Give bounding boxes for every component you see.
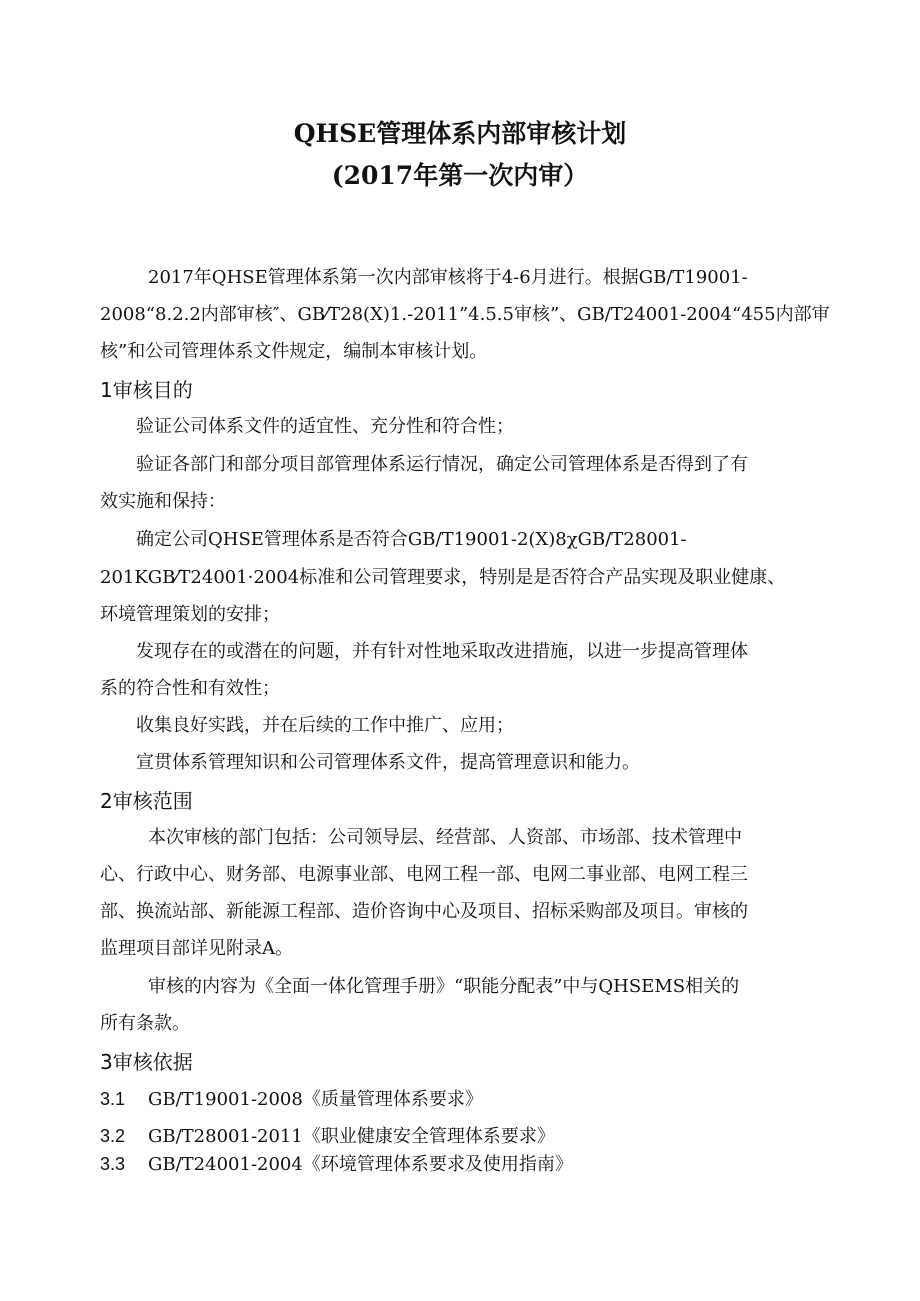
s2-p1-line4: 监理项目部详见附录A。: [100, 938, 293, 959]
s1-p3-line3: 环境管理策划的安排；: [100, 604, 280, 625]
reference-item: [100, 1122, 555, 1148]
reference-item: [100, 1150, 573, 1176]
s1-p5: 收集良好实践，并在后续的工作中推广、应用；: [136, 715, 514, 736]
s1-p4-line1: 发现存在的或潜在的问题，并有针对性地采取改进措施，以进一步提高管理体: [136, 641, 748, 662]
section-3-heading: 3审核依据: [100, 1050, 193, 1074]
s2-p1-line2: 心、行政中心、财务部、电源事业部、电网工程一部、电网二事业部、电网工程三: [100, 864, 748, 885]
s1-p4-line2: 系的符合性和有效性；: [100, 678, 280, 699]
s1-p2-line2: 效实施和保持：: [100, 491, 226, 512]
intro-line-1: 2017年QHSE管理体系第一次内部审核将于4-6月进行。根据GB/T19001-: [148, 267, 748, 288]
reference-number: 3.1: [100, 1089, 126, 1109]
intro-line-3: 核”和公司管理体系文件规定，编制本审核计划。: [100, 341, 488, 362]
section-1-heading: 1审核目的: [100, 378, 193, 402]
document-subtitle: (2017年第一次内审）: [331, 161, 589, 190]
reference-text: GB/T24001-2004《环境管理体系要求及使用指南》: [148, 1154, 573, 1175]
reference-number: 3.2: [100, 1126, 126, 1146]
s1-p3-line2: 201KGB⁄T24001·2004标准和公司管理要求，特别是是否符合产品实现及职业健康、: [100, 567, 786, 588]
reference-text: GB/T19001-2008《质量管理体系要求》: [148, 1089, 483, 1110]
s1-p3-line1: 确定公司QHSE管理体系是否符合GB/T19001-2(X)8χGB/T28001-: [136, 529, 687, 550]
intro-line-2-wrap: [100, 300, 830, 326]
s1-p1: 验证公司体系文件的适宜性、充分性和符合性；: [136, 416, 514, 437]
s2-p2-line1: 审核的内容为《全面一体化管理手册》“职能分配表”中与QHSEMS相关的: [148, 976, 740, 997]
reference-item: [100, 1085, 483, 1111]
s2-p1-line3: 部、换流站部、新能源工程部、造价咨询中心及项目、招标采购部及项目。审核的: [100, 901, 748, 922]
reference-text: GB/T28001-2011《职业健康安全管理体系要求》: [148, 1126, 555, 1147]
reference-number: 3.3: [100, 1154, 126, 1174]
document-title: QHSE管理体系内部审核计划: [293, 119, 627, 148]
s1-p6: 宣贯体系管理知识和公司管理体系文件，提高管理意识和能力。: [136, 752, 640, 773]
section-2-heading: 2审核范围: [100, 789, 193, 813]
s1-p2-line1: 验证各部门和部分项目部管理体系运行情况，确定公司管理体系是否得到了有: [136, 454, 748, 475]
intro-line-2: 2008“8.2.2内部审核″、GB⁄T28(X)1.-2011”4.5.5审核”、GB/T24001-2004“455内部审: [100, 304, 830, 325]
s2-p2-line2: 所有条款。: [100, 1013, 190, 1034]
s2-p1-line1: 本次审核的部门包括：公司领导层、经营部、人资部、市场部、技术管理中: [148, 827, 742, 848]
